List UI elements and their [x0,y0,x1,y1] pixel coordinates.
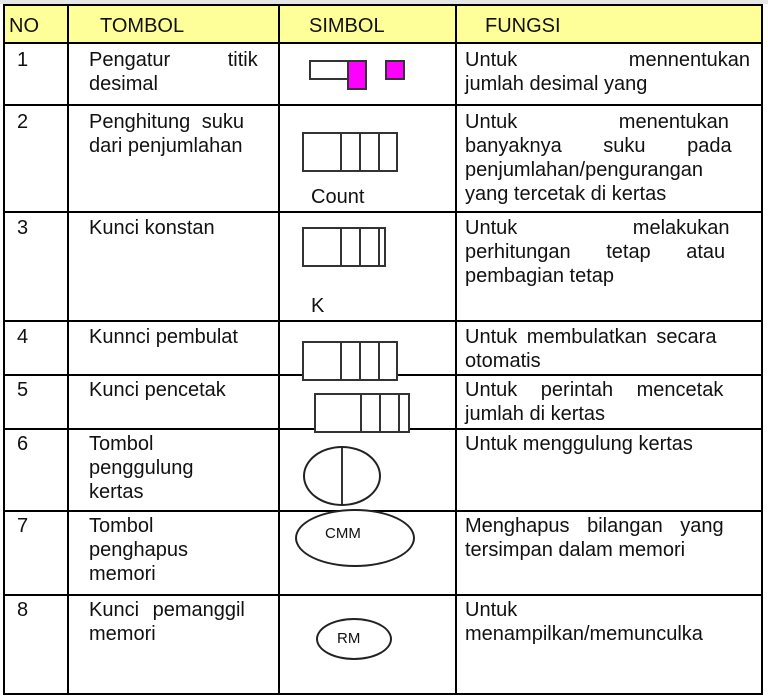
fungsi-line: jumlah di kertas [465,403,606,425]
fungsi-line: Untuk menentukan [465,111,729,133]
row-number: 5 [17,379,29,401]
tombol-name: Kunci konstan [89,217,215,239]
tombol-line: penghapus [89,539,188,561]
fungsi-line: jumlah desimal yang [465,73,648,95]
row-number: 6 [17,433,29,455]
fungsi-text [465,514,755,562]
tombol-line: Pengatur titik [89,49,258,71]
row-number: 7 [17,515,29,537]
col-divider [278,6,280,693]
row-number: 2 [17,111,29,133]
tombol-line: desimal [89,73,158,95]
symbol-label: K [311,295,325,317]
tombol-name [89,514,188,586]
symbol-label: CMM [325,525,361,542]
fungsi-text [465,325,755,373]
row-number: 4 [17,326,29,348]
fungsi-line: tersimpan dalam memori [465,539,686,561]
fungsi-text: Untuk menggulung kertas [465,433,693,455]
tombol-name [89,432,194,504]
tombol-line: dari penjumlahan [89,135,243,157]
fungsi-line: yang tercetak di kertas [465,183,667,205]
row-divider [5,211,761,213]
row-number: 8 [17,599,29,621]
tombol-name [89,48,269,96]
tombol-line: Kunci pemanggil [89,599,245,621]
four-segment-key-icon [314,393,410,433]
tombol-line: memori [89,563,156,585]
tombol-name [89,110,269,158]
row-divider [5,42,761,44]
row-number: 1 [17,49,29,71]
fungsi-line: Untuk melakukan [465,217,730,239]
fungsi-text [465,378,755,426]
fungsi-line: perhitungan tetap atau [465,241,726,263]
fungsi-line: Untuk [465,599,518,621]
tombol-line: penggulung [89,457,194,479]
split-circle-icon [303,446,381,506]
fungsi-line: penjumlahan/pengurangan [465,159,703,181]
four-segment-key-icon [302,341,398,381]
tombol-line: Penghitung suku [89,111,245,133]
header-simbol: SIMBOL [309,15,385,37]
decimal-setter-icon [309,60,369,80]
symbol-label: Count [311,186,365,208]
four-segment-key-icon [302,227,386,267]
tombol-line: memori [89,623,156,645]
tombol-name [89,598,245,646]
fungsi-line: menampilkan/memunculka [465,623,703,645]
tombol-name: Kunnci pembulat [89,326,238,348]
fungsi-line: pembagian tetap [465,265,615,287]
fungsi-line: Untuk membulatkan secara [465,326,717,348]
fungsi-line: Untuk mennentukan [465,49,751,71]
row-divider [5,320,761,322]
fungsi-line: Menghapus bilangan yang [465,515,724,537]
col-divider [455,6,457,693]
fungsi-text [465,216,755,288]
row-number: 3 [17,217,29,239]
fungsi-text [465,110,755,206]
tombol-name: Kunci pencetak [89,379,226,401]
header-tombol: TOMBOL [100,15,185,37]
col-divider [67,6,69,693]
fungsi-line: banyaknya suku pada [465,135,732,157]
header-fungsi: FUNGSI [485,15,561,37]
calculator-keys-table [3,4,763,695]
row-divider [5,104,761,106]
tombol-line: Tombol [89,433,154,455]
header-no: NO [9,15,39,37]
fungsi-line: otomatis [465,350,541,372]
fungsi-line: Untuk perintah mencetak [465,379,724,401]
row-divider [5,594,761,596]
fungsi-text [465,48,755,96]
tombol-line: kertas [89,481,144,503]
four-segment-key-icon [302,132,398,172]
symbol-label: RM [337,630,361,647]
tombol-line: Tombol [89,515,154,537]
fungsi-text [465,598,703,646]
